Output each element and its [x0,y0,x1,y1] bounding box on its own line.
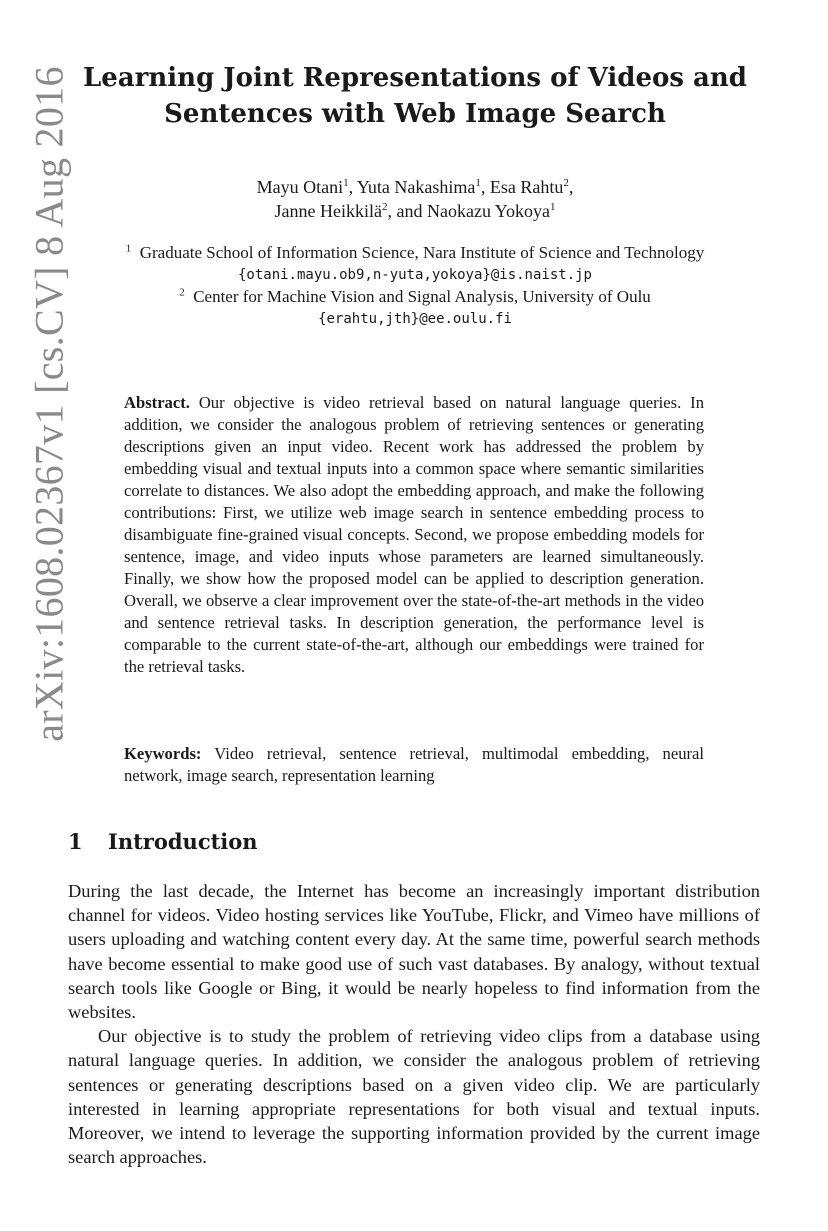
author-name: Esa Rahtu [489,177,564,197]
paragraph: During the last decade, the Internet has become an increasingly important distribution channel for videos. Video hosting services like YouTube, Flickr, and Vimeo have millions of users uploading and watching content every day. At the same time, powerful search methods have become essential to make good use of such vast databases. By analogy, without textual search tools like Google or Bing, it would be nearly hopeless to find information from the websites. [68,881,760,1023]
affiliation-email: {otani.mayu.ob9,n-yuta,yokoya}@is.naist.jp [237,267,592,283]
affiliations [60,242,770,330]
affiliation-name: $^1$ Graduate School of Information Science, Nara Institute of Science and Technology [125,242,705,262]
abstract [124,392,704,678]
arxiv-identifier: arXiv:1608.02367v1 [cs.CV] 8 Aug 2016 [26,66,72,742]
affiliation-mark: 1 [475,177,481,189]
abstract-text: Our objective is video retrieval based on natural language queries. In addition, we consider the analogous problem of retrieving sentences or generating descriptions given an input video. Recent work has addressed the problem by embedding visual and textual inputs into a common space where semantic similarities correlate to distances. We also adopt the embedding approach, and make the following contributions: First, we utilize web image search in sentence embedding process to disambiguate fine-grained visual concepts. Second, we propose embedding models for sentence, image, and video inputs whose parameters are learned simultaneously. Finally, we show how the proposed model can be applied to description generation. Overall, we observe a clear improvement over the state-of-the-art methods in the video and sentence retrieval tasks. In description generation, the performance level is comparable to the current state-of-the-art, although our embeddings were trained for the retrieval tasks. [124,393,704,676]
affiliation-mark: 2 [381,201,388,213]
keywords-label: Keywords: [124,744,202,763]
affiliation-mark: 2 [179,286,185,299]
affiliation-mark: 2 [563,177,569,189]
keywords-text: Video retrieval, sentence retrieval, multimodal embedding, neural network, image search, representation learning [124,744,704,785]
title-line-2: Sentences with Web Image Search [164,99,666,129]
keywords [124,743,704,787]
section-heading [68,828,258,856]
authors-line-2: Janne Heikkilä$^2$, and Naokazu Yokoya$^1$ [274,201,556,221]
affiliation-mark: 1 [549,201,556,213]
abstract-label: Abstract. [124,393,190,412]
section-title: Introduction [108,829,258,854]
affiliation-name: $^2$ Center for Machine Vision and Signal Analysis, University of Oulu [179,286,651,306]
author-name: Mayu Otani [256,177,344,197]
arxiv-stamp [14,44,84,764]
affiliation-mark: 1 [125,242,132,255]
paper-title [60,60,770,132]
author-name: Yuta Nakashima [356,177,476,197]
author-list [60,175,770,223]
affiliation-mark: 1 [343,177,349,189]
author-name: Naokazu Yokoya [426,201,550,221]
author-name: Janne Heikkilä [274,201,382,221]
paragraph: Our objective is to study the problem of retrieving video clips from a database using natural language queries. In addition, we consider the analogous problem of retrieving sentences or generating descriptions based on a given video clip. We are particularly interested in learning appropriate representations for both visual and textual inputs. Moreover, we intend to leverage the supporting information provided by the current image search approaches. [68,1026,760,1168]
section-body [68,879,760,1169]
affiliation-email: {erahtu,jth}@ee.oulu.fi [318,311,512,327]
authors-line-1: Mayu Otani$^1$, Yuta Nakashima$^1$, Esa Rahtu$^2$, [256,177,574,197]
section-number: 1 [68,829,83,854]
title-line-1: Learning Joint Representations of Videos and [83,63,747,93]
